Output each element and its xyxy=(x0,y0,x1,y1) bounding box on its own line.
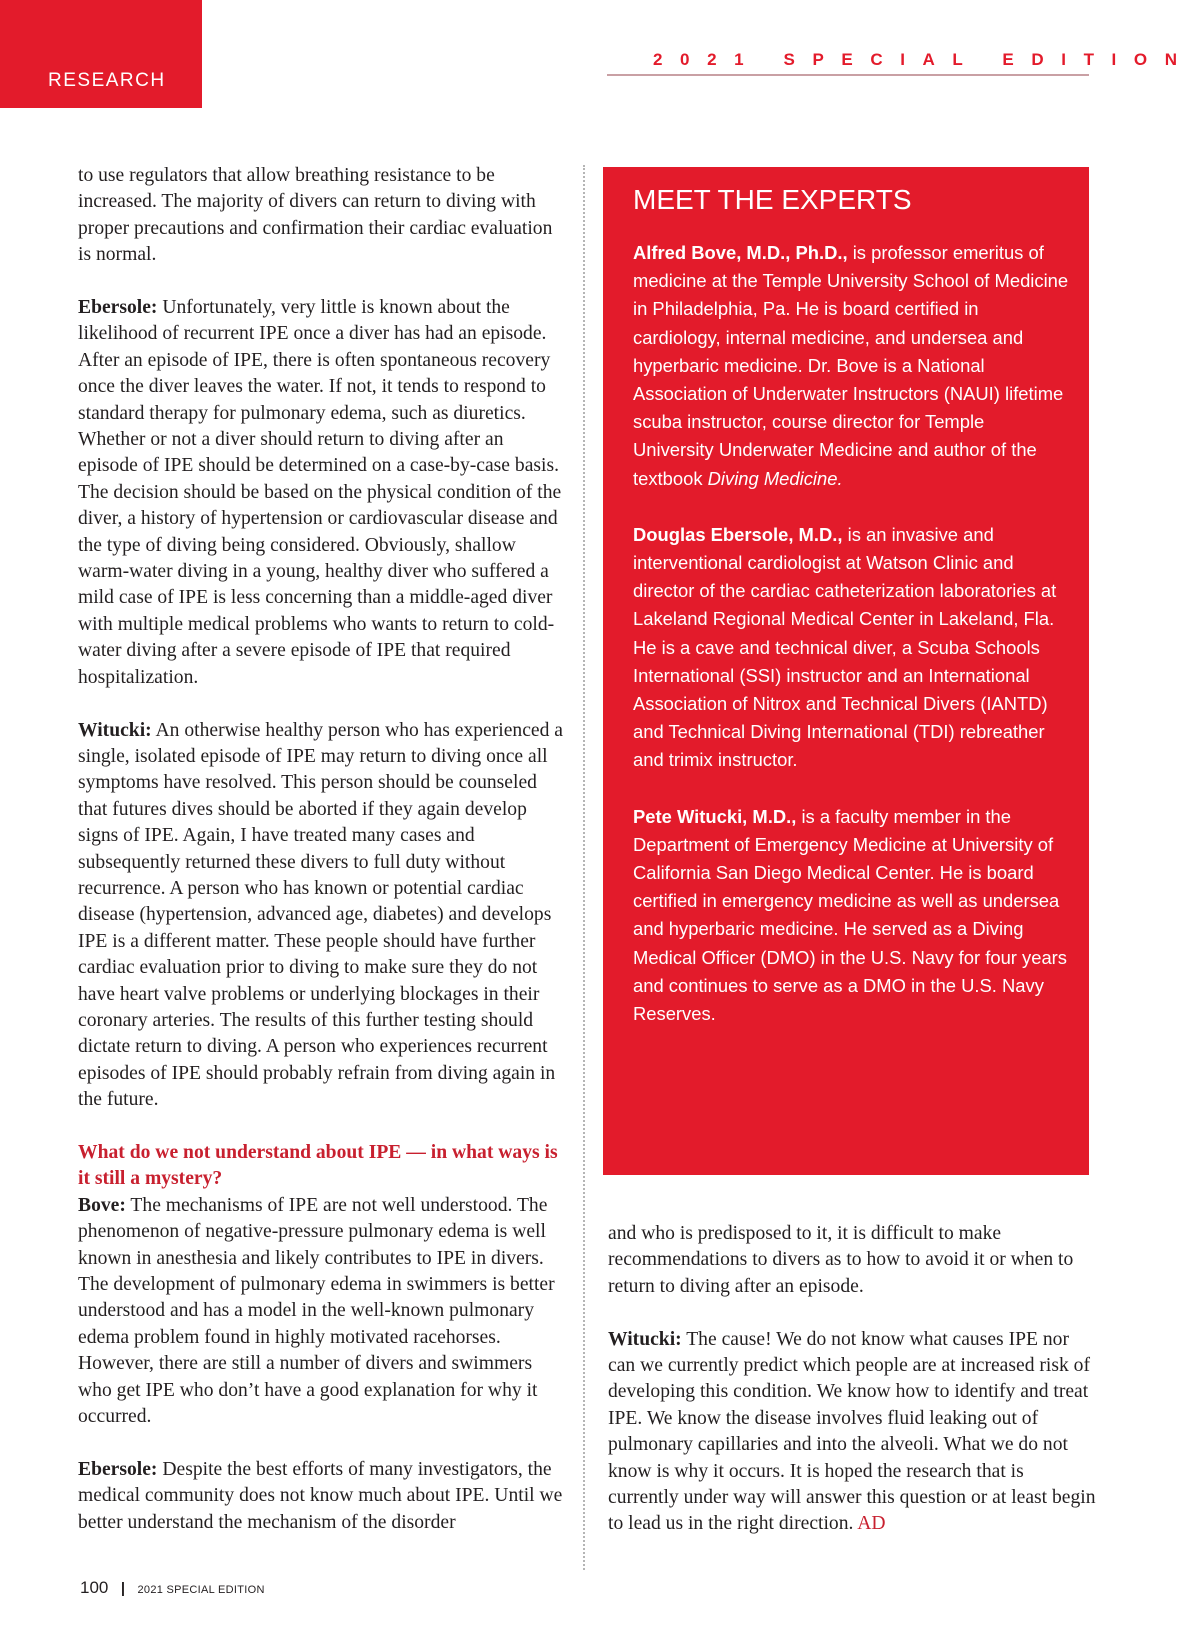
end-mark: AD xyxy=(857,1513,886,1535)
speaker-name: Ebersole: xyxy=(78,1458,158,1480)
meet-the-experts-sidebar xyxy=(603,167,1089,1175)
right-column xyxy=(608,1221,1098,1538)
expert-name: Alfred Bove, M.D., Ph.D., xyxy=(633,242,848,263)
answer-text: The mechanisms of IPE are not well understood. The phenomenon of negative-pressure pulmonary edema is well known in anesthesia and likely contributes to IPE in divers. The development of pulmonary edema in swimmers is better understood and has a model in the well-known pulmonary edema problem found in highly motivated racehorses. However, there are still a number of divers and swimmers who get IPE who don’t have a good explanation for why it occurred. xyxy=(78,1194,555,1428)
column-divider xyxy=(583,165,585,1570)
page-footer xyxy=(80,1578,265,1598)
expert-name: Douglas Ebersole, M.D., xyxy=(633,523,843,545)
paragraph-ebersole-continued: and who is predisposed to it, it is difficult to make recommendations to divers as to how to avoid it or when to return to diving after an episode. xyxy=(608,1223,1074,1297)
page-number: 100 xyxy=(80,1578,109,1597)
expert-bio-ebersole xyxy=(633,521,1069,775)
speaker-name: Witucki: xyxy=(608,1328,682,1350)
paragraph-ebersole-recurrence xyxy=(78,295,568,691)
expert-bio-witucki xyxy=(633,803,1069,1029)
answer-text: Despite the best efforts of many investigators, the medical community does not know much about IPE. Until we better understand the mechanism of the disorder xyxy=(78,1458,563,1533)
expert-bio-text: is a faculty member in the Department of Emergency Medicine at University of California San Diego Medical Center. He is board certified in emergency medicine as well as undersea and hyperbaric medicine. He served as a Diving Medical Officer (DMO) in the U.S. Navy for four years and continues to serve as a DMO in the U.S. Navy Reserves. xyxy=(633,805,1068,1025)
left-column xyxy=(78,163,568,1536)
speaker-name: Bove: xyxy=(78,1194,126,1216)
speaker-name: Witucki: xyxy=(78,719,152,741)
speaker-name: Ebersole: xyxy=(78,297,158,319)
paragraph-witucki-cause xyxy=(608,1327,1098,1538)
answer-text: Unfortunately, very little is known about the likelihood of recurrent IPE once a diver has had an episode. After an episode of IPE, there is often spontaneous recovery once the diver leaves the water. If not, it tends to respond to standard therapy for pulmonary edema, such as diuretics. Whether or not a diver should return to diving after an episode of IPE should be determined on a case-by-case basis. The decision should be based on the physical condition of the diver, a history of hypertension or cardiovascular disease and the type of diving being considered. Obviously, shallow warm-water diving in a young, healthy diver who suffered a mild case of IPE is less concerning than a middle-aged diver with multiple medical problems who wants to return to cold-water diving after a severe episode of IPE that required hospitalization. xyxy=(78,297,562,688)
expert-bio-text: is professor emeritus of medicine at the Temple University School of Medicine in Philadelphia, Pa. He is board certified in cardiology, internal medicine, and undersea and hyperbaric medicine. Dr. Bove is a National Association of Underwater Instructors (NAUI) lifetime scuba instructor, course director for Temple University Underwater Medicine and author of the textbook xyxy=(633,242,1069,489)
interview-question: What do we not understand about IPE — in what ways is it still a mystery? xyxy=(78,1141,558,1190)
footer-separator: | xyxy=(120,1580,126,1597)
section-label: RESEARCH xyxy=(48,70,166,91)
header-rule xyxy=(607,74,1089,76)
answer-text: An otherwise healthy person who has experienced a single, isolated episode of IPE may return to diving once all symptoms have resolved. This person should be counseled that futures dives should be aborted if they again develop signs of IPE. Again, I have treated many cases and subsequently returned these divers to full duty without recurrence. A person who has known or potential cardiac disease (hypertension, advanced age, diabetes) and develops IPE is a different matter. These people should have further cardiac evaluation prior to diving to make sure they do not have heart valve problems or underlying blockages in their coronary arteries. The results of this further testing should dictate return to diving. A person who experiences recurrent episodes of IPE should probably refrain from diving again in the future. xyxy=(78,719,564,1111)
answer-text: The cause! We do not know what causes IPE nor can we currently predict which people are at increased risk of developing this condition. We know how to identify and treat IPE. We know the disease involves fluid leaking out of pulmonary capillaries and into the alveoli. What we do not know is why it occurs. It is hoped the research that is currently under way will answer this question or at least begin to lead us in the right direction. xyxy=(608,1328,1096,1535)
paragraph-ebersole-mystery xyxy=(78,1457,568,1536)
sidebar-title: MEET THE EXPERTS xyxy=(633,184,912,215)
book-title: Diving Medicine. xyxy=(707,467,843,489)
paragraph-bove-mechanisms xyxy=(78,1193,568,1431)
expert-bio-bove xyxy=(633,239,1069,493)
footer-edition: 2021 SPECIAL EDITION xyxy=(137,1584,265,1596)
paragraph-bove-continued: to use regulators that allow breathing resistance to be increased. The majority of divers can return to diving with proper precautions and confirmation their cardiac evaluation is normal. xyxy=(78,165,553,266)
paragraph-witucki-return xyxy=(78,718,568,1114)
section-tab xyxy=(0,0,202,108)
edition-header: 2021 SPECIAL EDITION xyxy=(653,50,1195,69)
expert-bio-text: is an invasive and interventional cardiologist at Watson Clinic and director of the cardiac catheterization laboratories at Lakeland Regional Medical Center in Lakeland, Fla. He is a cave and technical diver, a Scuba Schools International (SSI) instructor and an International Association of Nitrox and Technical Divers (IANTD) and Technical Diving International (TDI) rebreather and trimix instructor. xyxy=(633,523,1057,771)
expert-name: Pete Witucki, M.D., xyxy=(633,805,797,827)
